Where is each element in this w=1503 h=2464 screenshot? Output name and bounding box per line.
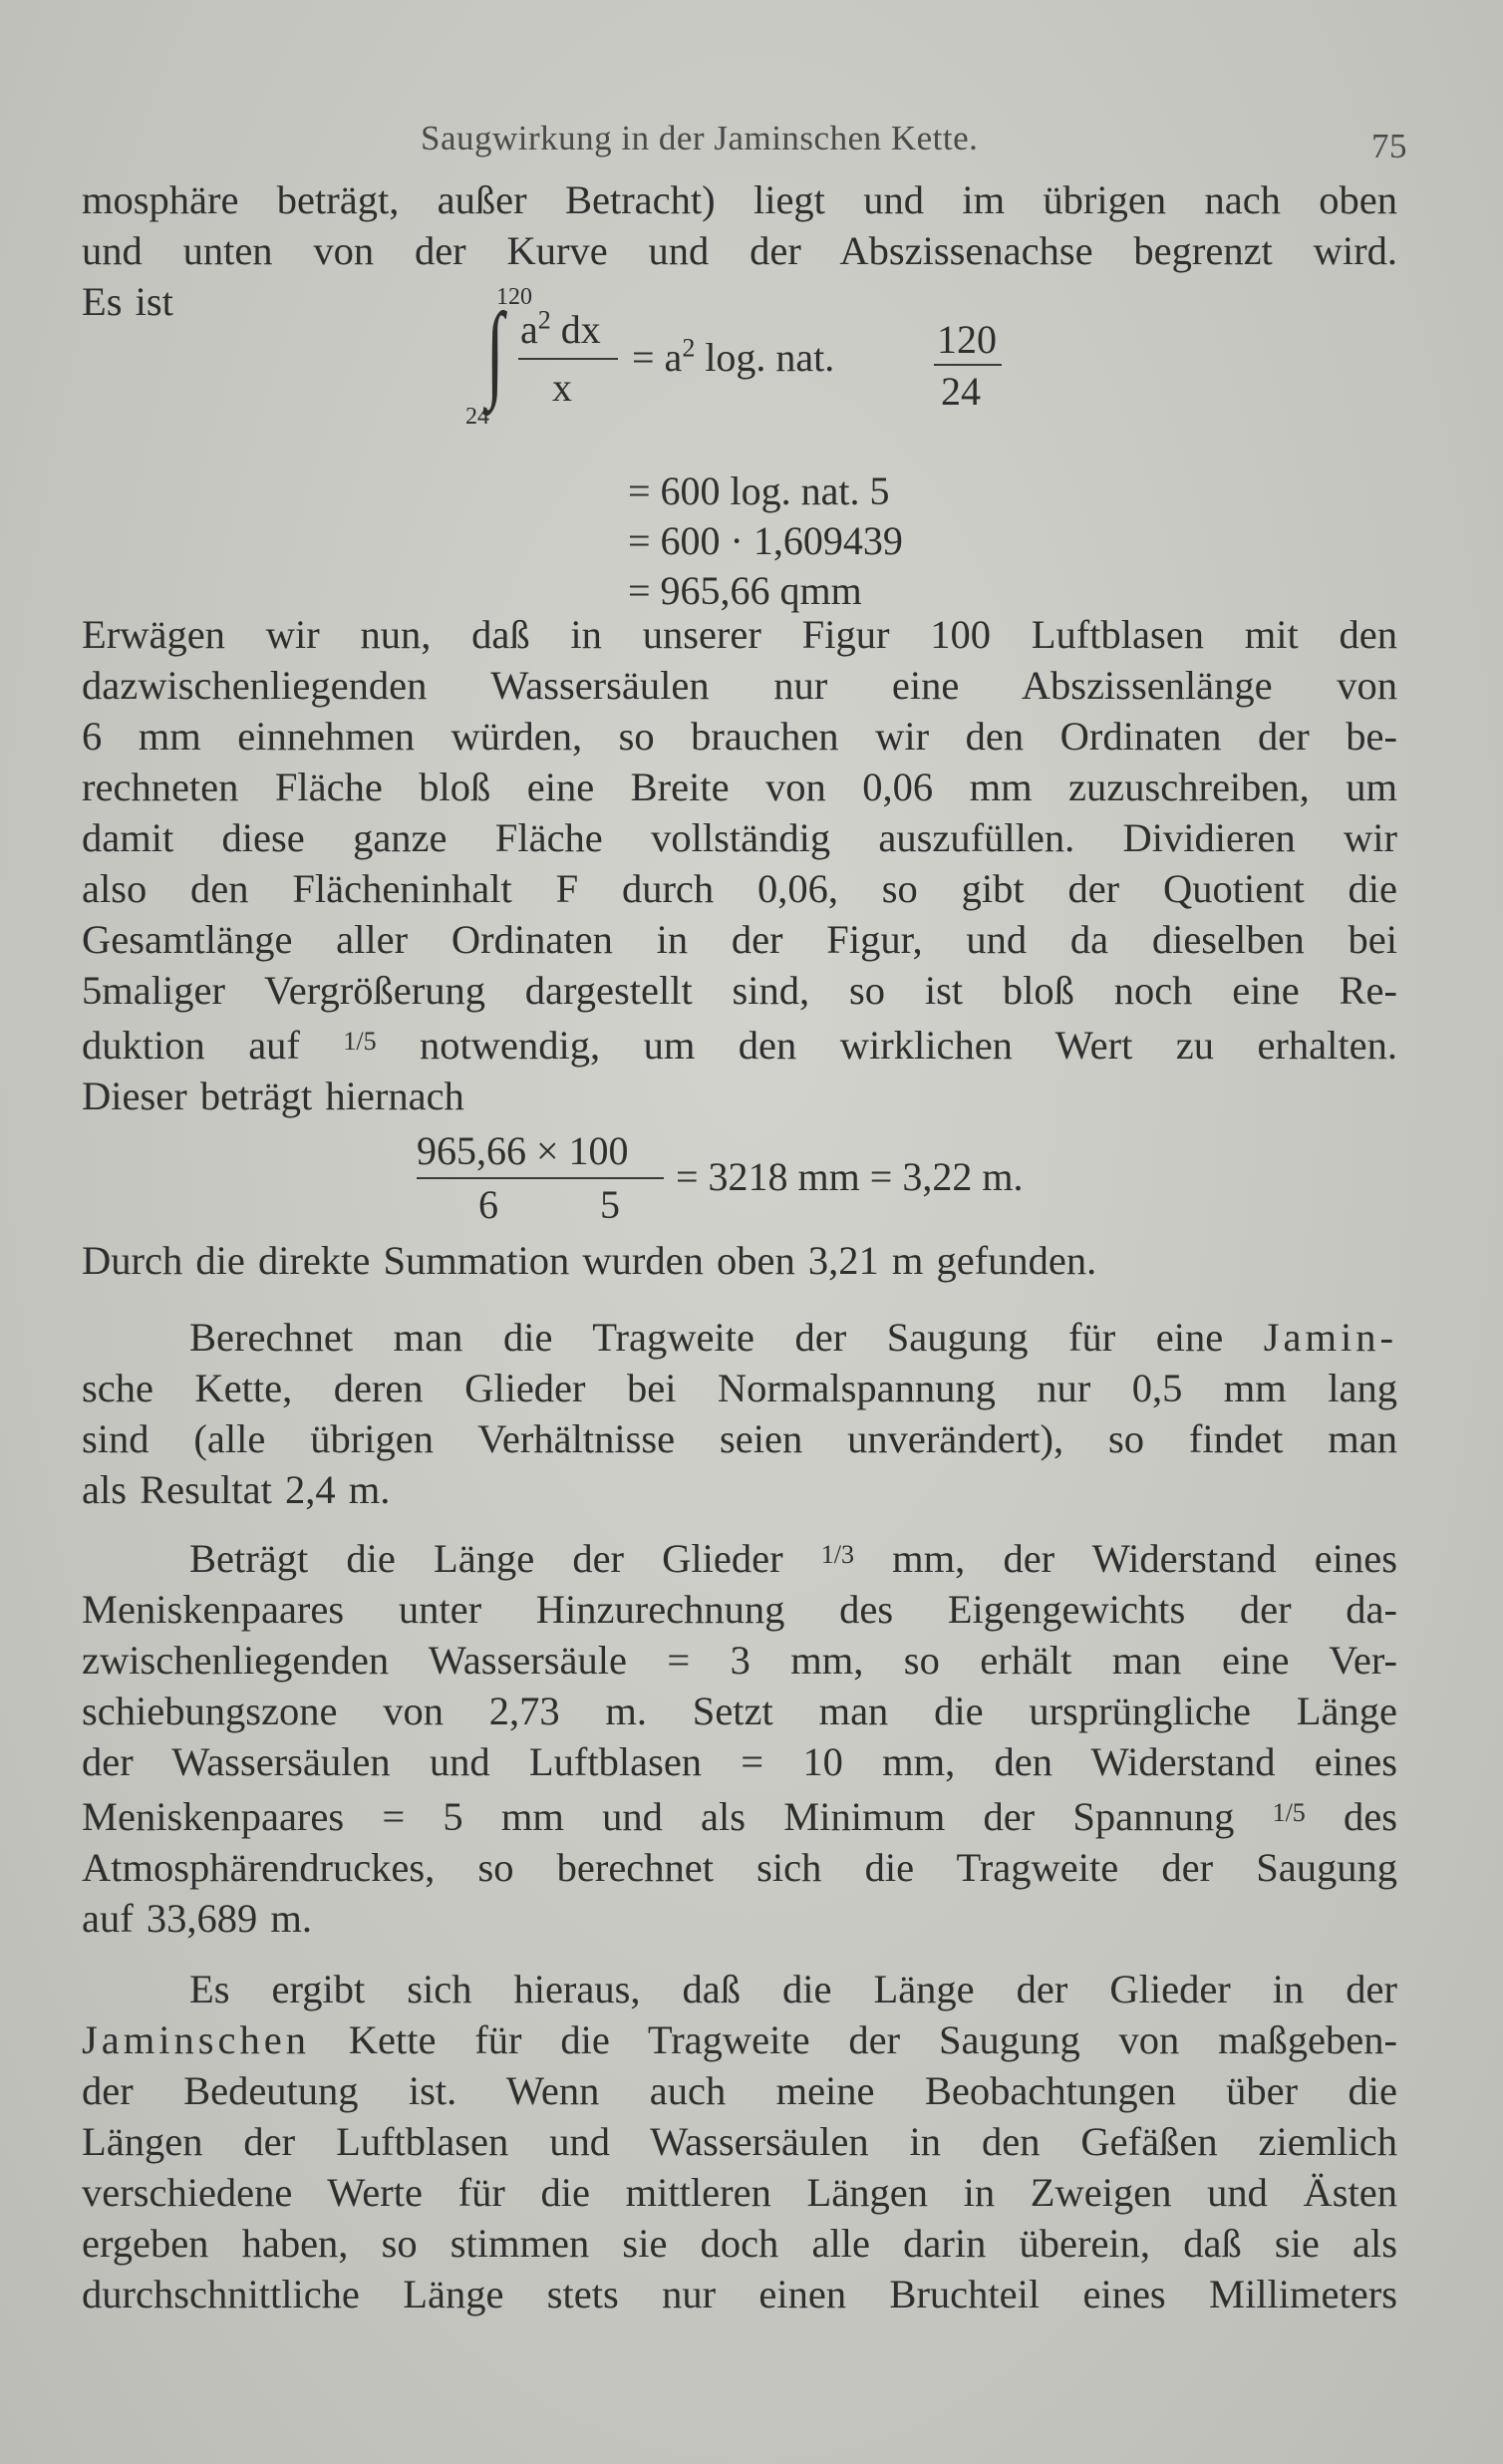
formula-denominator-left: 6 xyxy=(478,1182,498,1227)
text-line: Erwägen wir nun, daß in unserer Figur 100 Luftblasen mit den xyxy=(82,612,1397,657)
text-line: Es ist xyxy=(82,279,173,324)
text-line: Beträgt die Länge der Glieder $^{1/3}$ mm, der Widerstand eines xyxy=(189,1536,1397,1581)
emphasized-name: Jaminschen xyxy=(82,2017,310,2062)
text-line: ergeben haben, so stimmen sie doch alle darin überein, daß sie als xyxy=(82,2221,1397,2266)
integral-lower-limit: 24 xyxy=(465,404,489,430)
text-line: 6 mm einnehmen würden, so brauchen wir den Ordinaten der be- xyxy=(82,714,1397,759)
text-line: der Wassersäulen und Luftblasen = 10 mm, den Widerstand eines xyxy=(82,1739,1397,1784)
text-line: sind (alle übrigen Verhältnisse seien unverändert), so findet man xyxy=(82,1416,1397,1461)
rhs-fraction-denominator: 24 xyxy=(941,369,981,414)
text-line: schiebungszone von 2,73 m. Setzt man die ursprüngliche Länge xyxy=(82,1689,1397,1733)
formula-denominator-right: 5 xyxy=(600,1182,620,1227)
text-line: also den Flächeninhalt F durch 0,06, so gibt der Quotient die xyxy=(82,866,1397,911)
fraction: 1/3 xyxy=(820,1540,855,1569)
text-line: dazwischenliegenden Wassersäulen nur eine Abszissenlänge von xyxy=(82,663,1397,708)
integral-upper-limit: 120 xyxy=(496,284,532,310)
fraction-bar xyxy=(934,364,1002,366)
text-line: auf 33,689 m. xyxy=(82,1896,312,1941)
book-page xyxy=(82,115,1407,2319)
paragraph-gap xyxy=(82,1944,1397,1964)
text-line: durchschnittliche Länge stets nur einen Bruchteil eines Millimeters xyxy=(82,2272,1397,2316)
text-line: als Resultat 2,4 m. xyxy=(82,1467,391,1512)
text-line: Meniskenpaares unter Hinzurechnung des Eigengewichts der da- xyxy=(82,1587,1397,1632)
text-line: zwischenliegenden Wassersäule = 3 mm, so erhält man eine Ver- xyxy=(82,1638,1397,1683)
formula-numerator: 965,66 × 100 xyxy=(417,1128,629,1173)
integral-numerator: $a^2$ dx xyxy=(520,305,601,352)
integral-sign: ∫ xyxy=(485,292,504,411)
paragraph xyxy=(82,1312,1397,1515)
paragraph xyxy=(82,1235,1397,1286)
equation-step: = 965,66 qmm xyxy=(628,568,862,613)
text-line: Längen der Luftblasen und Wassersäulen in den Gefäßen ziemlich xyxy=(82,2119,1397,2164)
text-line: Es ergibt sich hieraus, daß die Länge der Glieder in der xyxy=(189,1967,1397,2011)
equation-step: = 600 log. nat. 5 xyxy=(628,468,890,513)
text-line: Berechnet man die Tragweite der Saugung für eine Jamin- xyxy=(189,1315,1397,1360)
integral-rhs: = $a^2$ log. nat. xyxy=(632,333,835,380)
fraction: 1/5 xyxy=(343,1027,377,1056)
text-line: damit diese ganze Fläche vollständig auszufüllen. Dividieren wir xyxy=(82,815,1397,860)
paragraph-gap xyxy=(82,1515,1397,1529)
text-line: 5maliger Vergrößerung dargestellt sind, so ist bloß noch eine Re- xyxy=(82,968,1397,1013)
running-header xyxy=(82,115,1407,174)
paragraph-gap xyxy=(82,1286,1397,1312)
text-line: sche Kette, deren Glieder bei Normalspannung nur 0,5 mm lang xyxy=(82,1366,1397,1410)
text-line: Dieser beträgt hiernach xyxy=(82,1074,464,1118)
result-equation xyxy=(82,1127,1397,1235)
text-line: mosphäre beträgt, außer Betracht) liegt und im übrigen nach oben xyxy=(82,177,1397,222)
paragraph xyxy=(82,1964,1397,2319)
text-line: und unten von der Kurve und der Abszissenachse begrenzt wird. xyxy=(82,228,1397,273)
paragraph xyxy=(82,1529,1397,1944)
paragraph xyxy=(82,609,1397,1121)
text-line: Gesamtlänge aller Ordinaten in der Figur, und da dieselben bei xyxy=(82,917,1397,962)
emphasized-name: Jamin- xyxy=(1263,1315,1397,1360)
running-title: Saugwirkung in der Jaminschen Kette. xyxy=(421,119,979,157)
integral-equation xyxy=(82,276,1397,615)
text-line: Jaminschen Kette für die Tragweite der Saugung von maßgeben- xyxy=(82,2017,1397,2062)
page-number: 75 xyxy=(1371,127,1407,165)
text-line: rechneten Fläche bloß eine Breite von 0,06 mm zuzuschreiben, um xyxy=(82,765,1397,809)
fraction: 1/5 xyxy=(1272,1798,1306,1827)
fraction-bar xyxy=(417,1177,664,1179)
rhs-fraction-numerator: 120 xyxy=(937,317,997,362)
text-line: Durch die direkte Summation wurden oben 3,21 m gefunden. xyxy=(82,1238,1097,1283)
integral-denominator: x xyxy=(552,365,572,410)
formula-result: = 3218 mm = 3,22 m. xyxy=(676,1154,1024,1199)
text-line: duktion auf $^{1/5}$ notwendig, um den wirklichen Wert zu erhalten. xyxy=(82,1023,1398,1068)
text-line: der Bedeutung ist. Wenn auch meine Beobachtungen über die xyxy=(82,2068,1397,2113)
equation-step: = 600 · 1,609439 xyxy=(628,518,903,563)
text-line: Atmosphärendruckes, so berechnet sich die Tragweite der Saugung xyxy=(82,1845,1397,1890)
fraction-bar xyxy=(518,358,618,360)
text-line: Meniskenpaares = 5 mm und als Minimum der Spannung $^{1/5}$ des xyxy=(82,1794,1397,1839)
text-line: verschiedene Werte für die mittleren Längen in Zweigen und Ästen xyxy=(82,2170,1397,2215)
